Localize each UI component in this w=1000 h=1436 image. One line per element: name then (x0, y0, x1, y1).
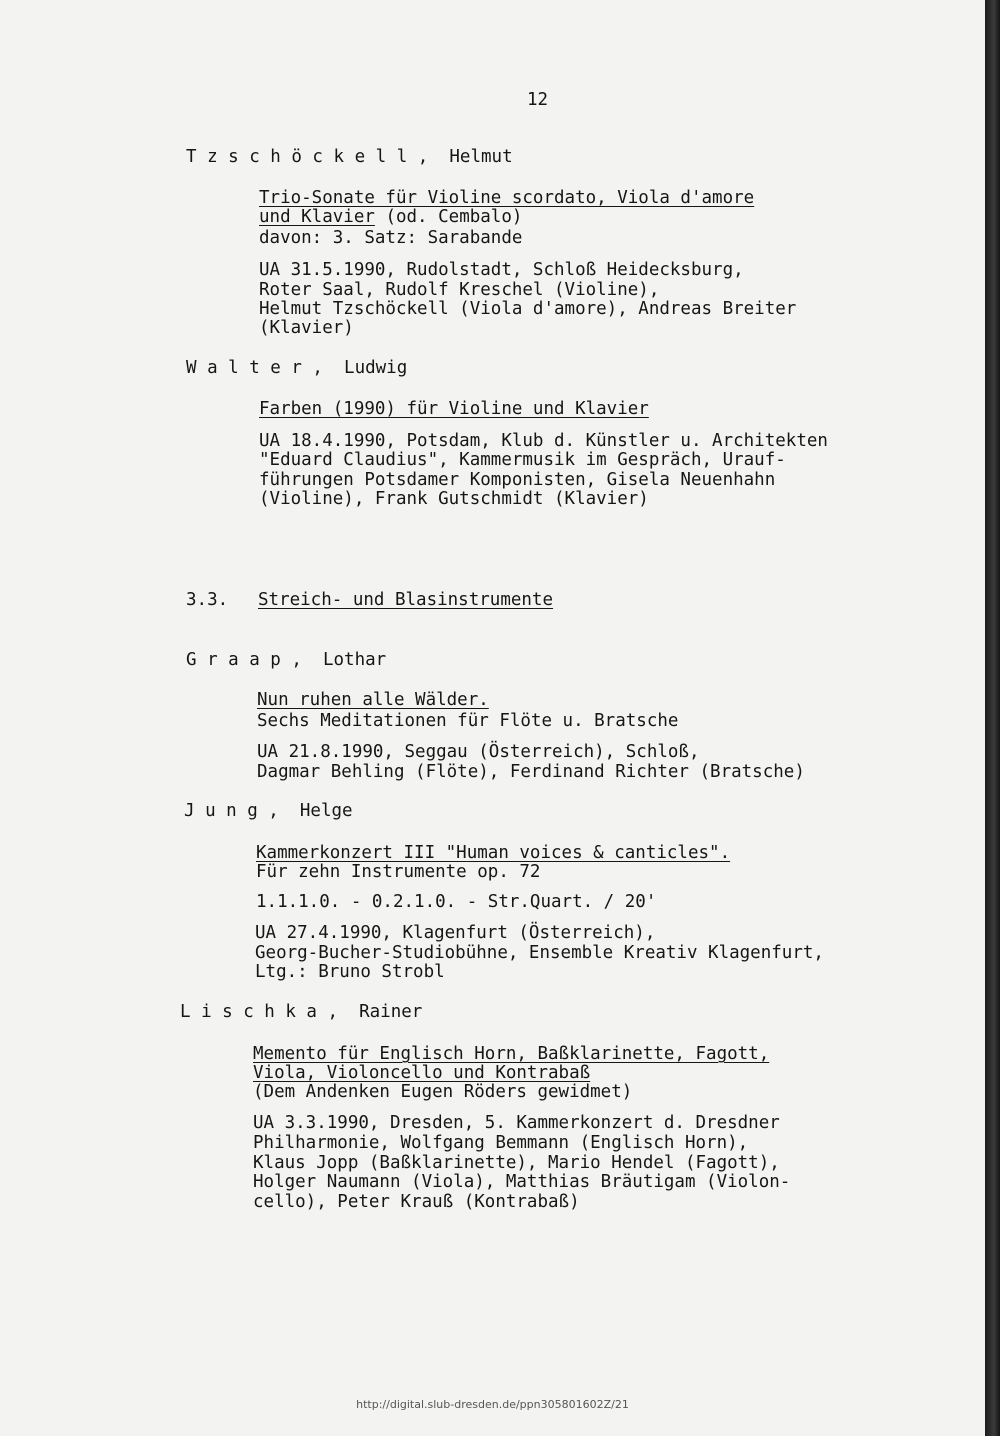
performance-line: (Klavier) (259, 318, 354, 338)
work-title-part: und Klavier (259, 207, 375, 227)
digitization-url: http://digital.slub-dresden.de/ppn305801602Z/21 (356, 1398, 629, 1411)
composer-name: T z s c h ö c k e l l , Helmut (186, 147, 513, 167)
section-number: 3.3. (186, 590, 229, 610)
performance-line: Ltg.: Bruno Strobl (255, 962, 445, 982)
composer-name: G r a a p , Lothar (186, 650, 387, 670)
work-title: Kammerkonzert III "Human voices & canticles". (256, 843, 731, 863)
section-title: Streich- und Blasinstrumente (258, 590, 554, 610)
performance-line: "Eduard Claudius", Kammermusik im Gespräch, Urauf- (259, 450, 786, 470)
performance-line: (Violine), Frank Gutschmidt (Klavier) (259, 489, 649, 509)
performance-line: Dagmar Behling (Flöte), Ferdinand Richter (Bratsche) (257, 762, 805, 782)
composer-name: L i s c h k a , Rainer (180, 1002, 423, 1022)
work-title: Nun ruhen alle Wälder. (257, 690, 489, 710)
work-note: Für zehn Instrumente op. 72 (256, 862, 541, 882)
page-number: 12 (527, 90, 549, 110)
work-title: Trio-Sonate für Violine scordato, Viola d'amore (259, 188, 755, 208)
performance-line: UA 31.5.1990, Rudolstadt, Schloß Heidecksburg, (259, 260, 744, 280)
work-note: Sechs Meditationen für Flöte u. Bratsche (257, 711, 679, 731)
work-title-suffix: (od. Cembalo) (374, 207, 523, 227)
performance-line: Holger Naumann (Viola), Matthias Bräutigam (Violon- (253, 1172, 791, 1192)
scan-edge (985, 0, 1000, 1436)
work-title: Viola, Violoncello und Kontrabaß (253, 1063, 591, 1083)
work-title (259, 207, 522, 227)
performance-line: cello), Peter Krauß (Kontrabaß) (253, 1192, 580, 1212)
performance-line: UA 18.4.1990, Potsdam, Klub d. Künstler u. Architekten (259, 431, 828, 451)
performance-line: Georg-Bucher-Studiobühne, Ensemble Kreativ Klagenfurt, (255, 943, 824, 963)
composer-name: W a l t e r , Ludwig (186, 358, 408, 378)
work-note: (Dem Andenken Eugen Röders gewidmet) (253, 1082, 633, 1102)
performance-line: führungen Potsdamer Komponisten, Gisela Neuenhahn (259, 470, 776, 490)
performance-line: Roter Saal, Rudolf Kreschel (Violine), (259, 280, 660, 300)
performance-line: Helmut Tzschöckell (Viola d'amore), Andreas Breiter (259, 299, 797, 319)
performance-line: UA 3.3.1990, Dresden, 5. Kammerkonzert d. Dresdner (253, 1113, 780, 1133)
performance-line: Philharmonie, Wolfgang Bemmann (Englisch Horn), (253, 1133, 749, 1153)
performance-line: UA 21.8.1990, Seggau (Österreich), Schloß, (257, 742, 700, 762)
instrumentation: 1.1.1.0. - 0.2.1.0. - Str.Quart. / 20' (256, 892, 657, 912)
work-title: Farben (1990) für Violine und Klavier (259, 399, 649, 419)
performance-line: UA 27.4.1990, Klagenfurt (Österreich), (255, 923, 656, 943)
work-title: Memento für Englisch Horn, Baßklarinette, Fagott, (253, 1044, 770, 1064)
composer-name: J u n g , Helge (184, 801, 353, 821)
work-note: davon: 3. Satz: Sarabande (259, 228, 523, 248)
performance-line: Klaus Jopp (Baßklarinette), Mario Hendel (Fagott), (253, 1153, 780, 1173)
